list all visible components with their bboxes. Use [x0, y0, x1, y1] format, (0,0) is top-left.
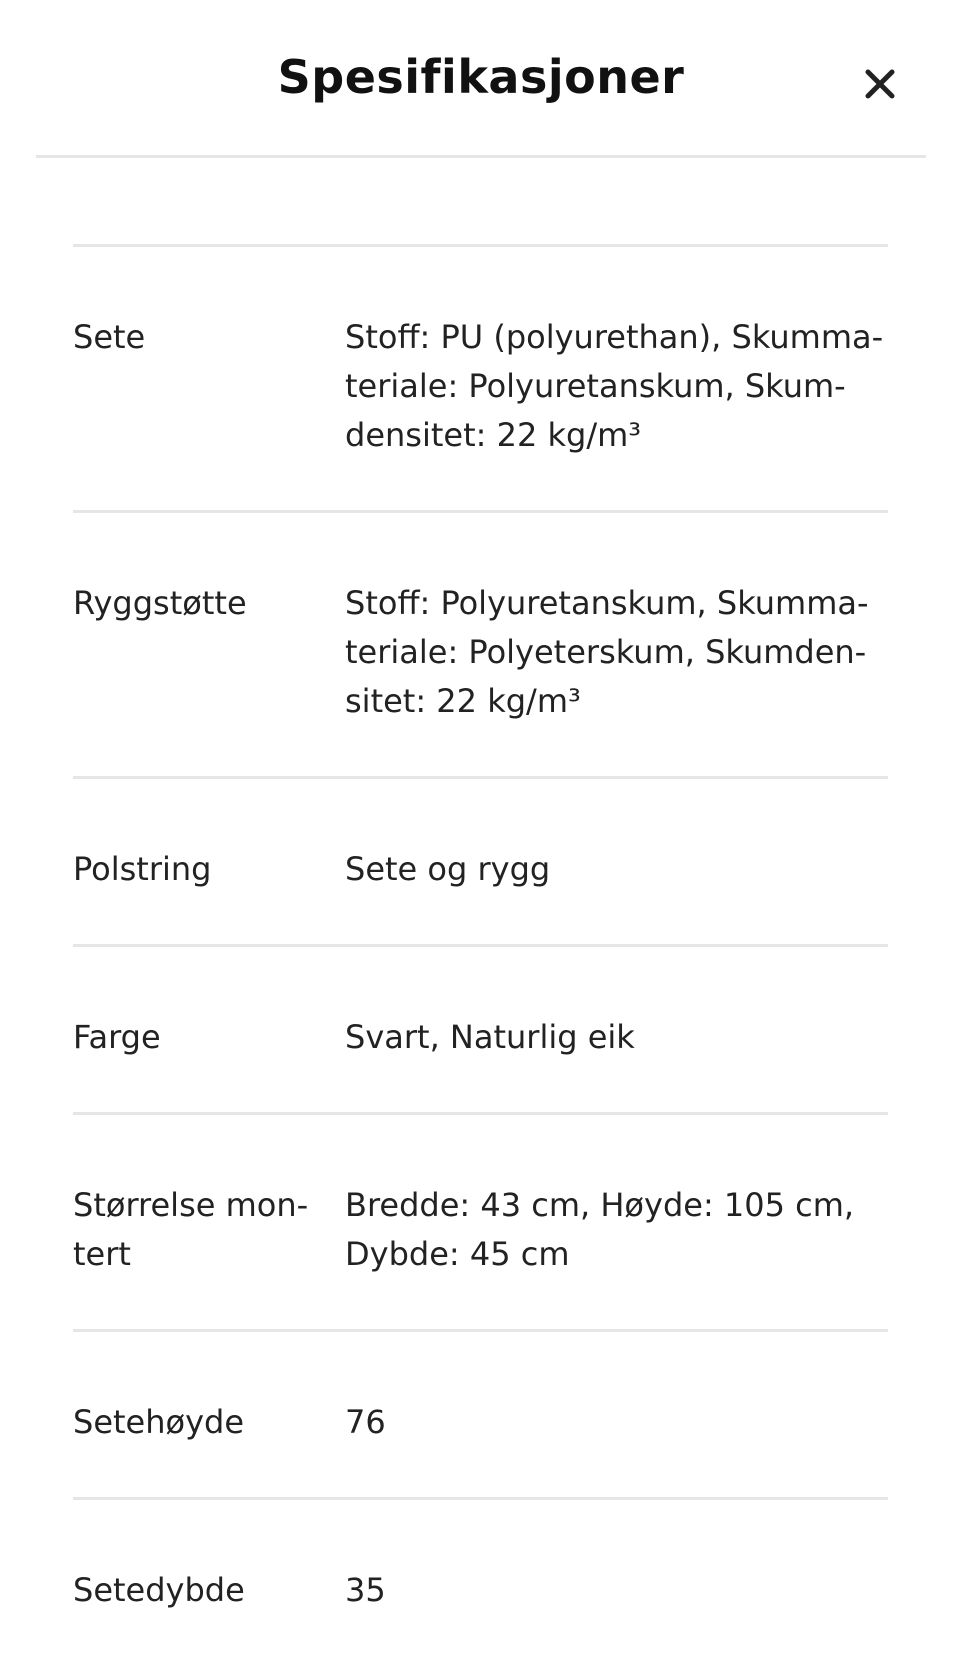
spec-value: Bredde: 43 cm, Høyde: 105 cm, Dybde: 45 cm [345, 1186, 855, 1273]
spec-label: Ryggstøtte [73, 584, 247, 622]
spec-value: Svart, Naturlig eik [345, 1018, 635, 1056]
close-icon [860, 64, 900, 104]
spec-row-setehoyde [73, 1329, 888, 1497]
spec-list [73, 244, 888, 1665]
spec-row-polstring [73, 776, 888, 944]
spec-row-farge [73, 944, 888, 1112]
spec-label: Sete [73, 318, 146, 356]
spec-row-ryggstotte [73, 510, 888, 776]
spec-value: Sete og rygg [345, 850, 551, 888]
spec-label: Farge [73, 1018, 161, 1056]
spec-value: 76 [345, 1403, 386, 1441]
modal-header [36, 0, 926, 158]
spec-value: 35 [345, 1571, 386, 1609]
spec-label: Setehøyde [73, 1403, 245, 1441]
close-button[interactable] [860, 64, 900, 104]
spec-row-sete [73, 244, 888, 510]
spec-label: Størrelse mon- tert [73, 1186, 309, 1273]
spec-label: Polstring [73, 850, 212, 888]
spec-value: Stoff: Polyuretanskum, Skumma- teriale: Polyeterskum, Skumden- sitet: 22 kg/m³ [345, 584, 869, 720]
spec-row-storrelse-montert [73, 1112, 888, 1329]
spec-value: Stoff: PU (polyurethan), Skumma- teriale: Polyuretanskum, Skum- densitet: 22 kg/m³ [345, 318, 884, 454]
spec-label: Setedybde [73, 1571, 245, 1609]
page-title: Spesifikasjoner [277, 50, 685, 104]
spec-row-setedybde [73, 1497, 888, 1665]
